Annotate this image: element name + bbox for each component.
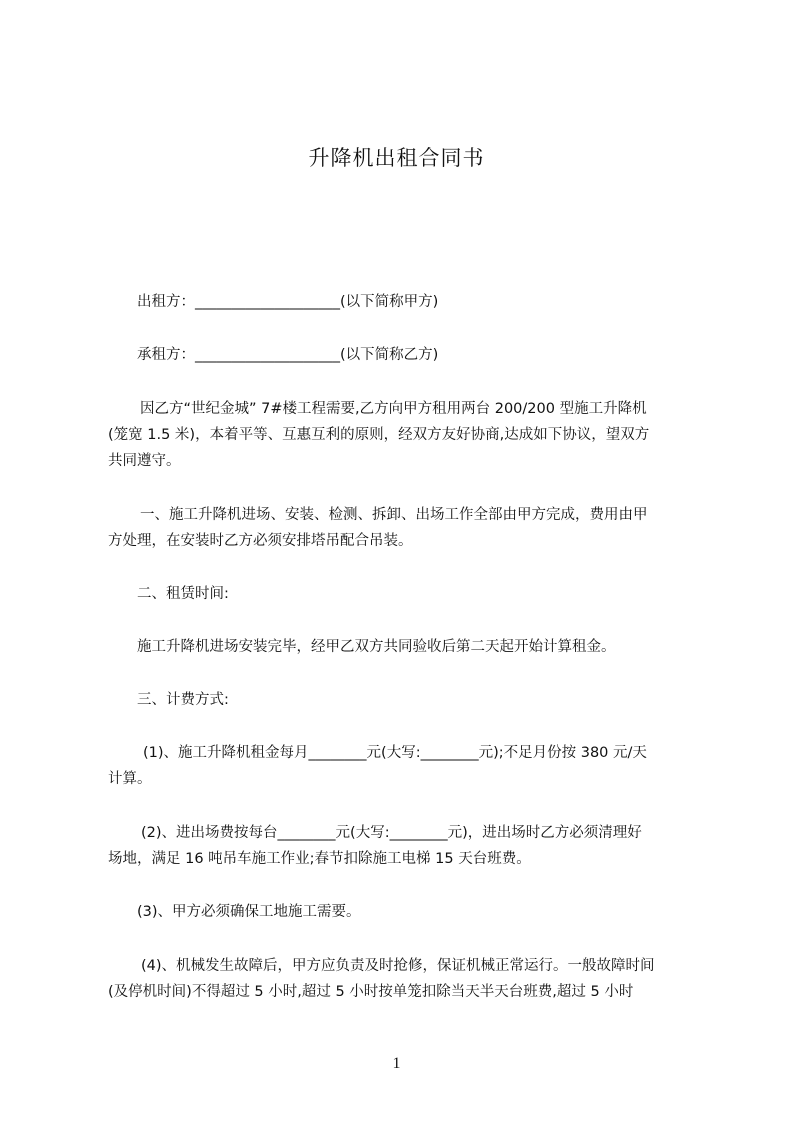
clause-3-heading: 三、计费方式: <box>137 692 229 708</box>
item-4-line-2: (及停机时间)不得超过 5 小时,超过 5 小时按单笼扣除当天半天台班费,超过 5 小时 <box>108 984 634 1000</box>
clause-3-item-3: (3)、甲方必须确保工地施工需要。 <box>137 904 361 920</box>
clause-2-heading: 二、租赁时间: <box>137 586 229 602</box>
item-4-line-1: (4)、机械发生故障后，甲方应负责及时抢修，保证机械正常运行。一般故障时间 <box>141 958 655 974</box>
item-1-line-1: (1)、施工升降机租金每月________元(大写:________元);不足月份按 380 元/天 <box>143 745 647 761</box>
clause-1-line-2: 方处理，在安装时乙方必须安排塔吊配合吊装。 <box>108 533 413 549</box>
item-2-line-1: (2)、进出场费按每台________元(大写:________元)，进出场时乙方必须清理好 <box>141 825 642 841</box>
page-number: 1 <box>392 1055 401 1072</box>
document-title: 升降机出租合同书 <box>308 146 485 170</box>
clause-1-line-1: 一、施工升降机进场、安装、检测、拆卸、出场工作全部由甲方完成，费用由甲 <box>140 507 648 523</box>
intro-line-1: 因乙方“世纪金城” 7#楼工程需要,乙方向甲方租用两台 200/200 型施工升降机 <box>140 401 647 417</box>
intro-line-3: 共同遵守。 <box>108 453 181 469</box>
item-2-line-2: 场地，满足 16 吨吊车施工作业;春节扣除施工电梯 15 天台班费。 <box>108 851 531 867</box>
clause-2-text: 施工升降机进场安装完毕，经甲乙双方共同验收后第二天起开始计算租金。 <box>137 639 616 655</box>
intro-line-2: (笼宽 1.5 米)，本着平等、互惠互利的原则，经双方友好协商,达成如下协议，望双方 <box>108 427 650 443</box>
item-1-line-2: 计算。 <box>108 771 152 787</box>
lessor-line: 出租方：____________________(以下简称甲方) <box>137 294 439 310</box>
lessee-line: 承租方：____________________(以下简称乙方) <box>137 347 439 363</box>
